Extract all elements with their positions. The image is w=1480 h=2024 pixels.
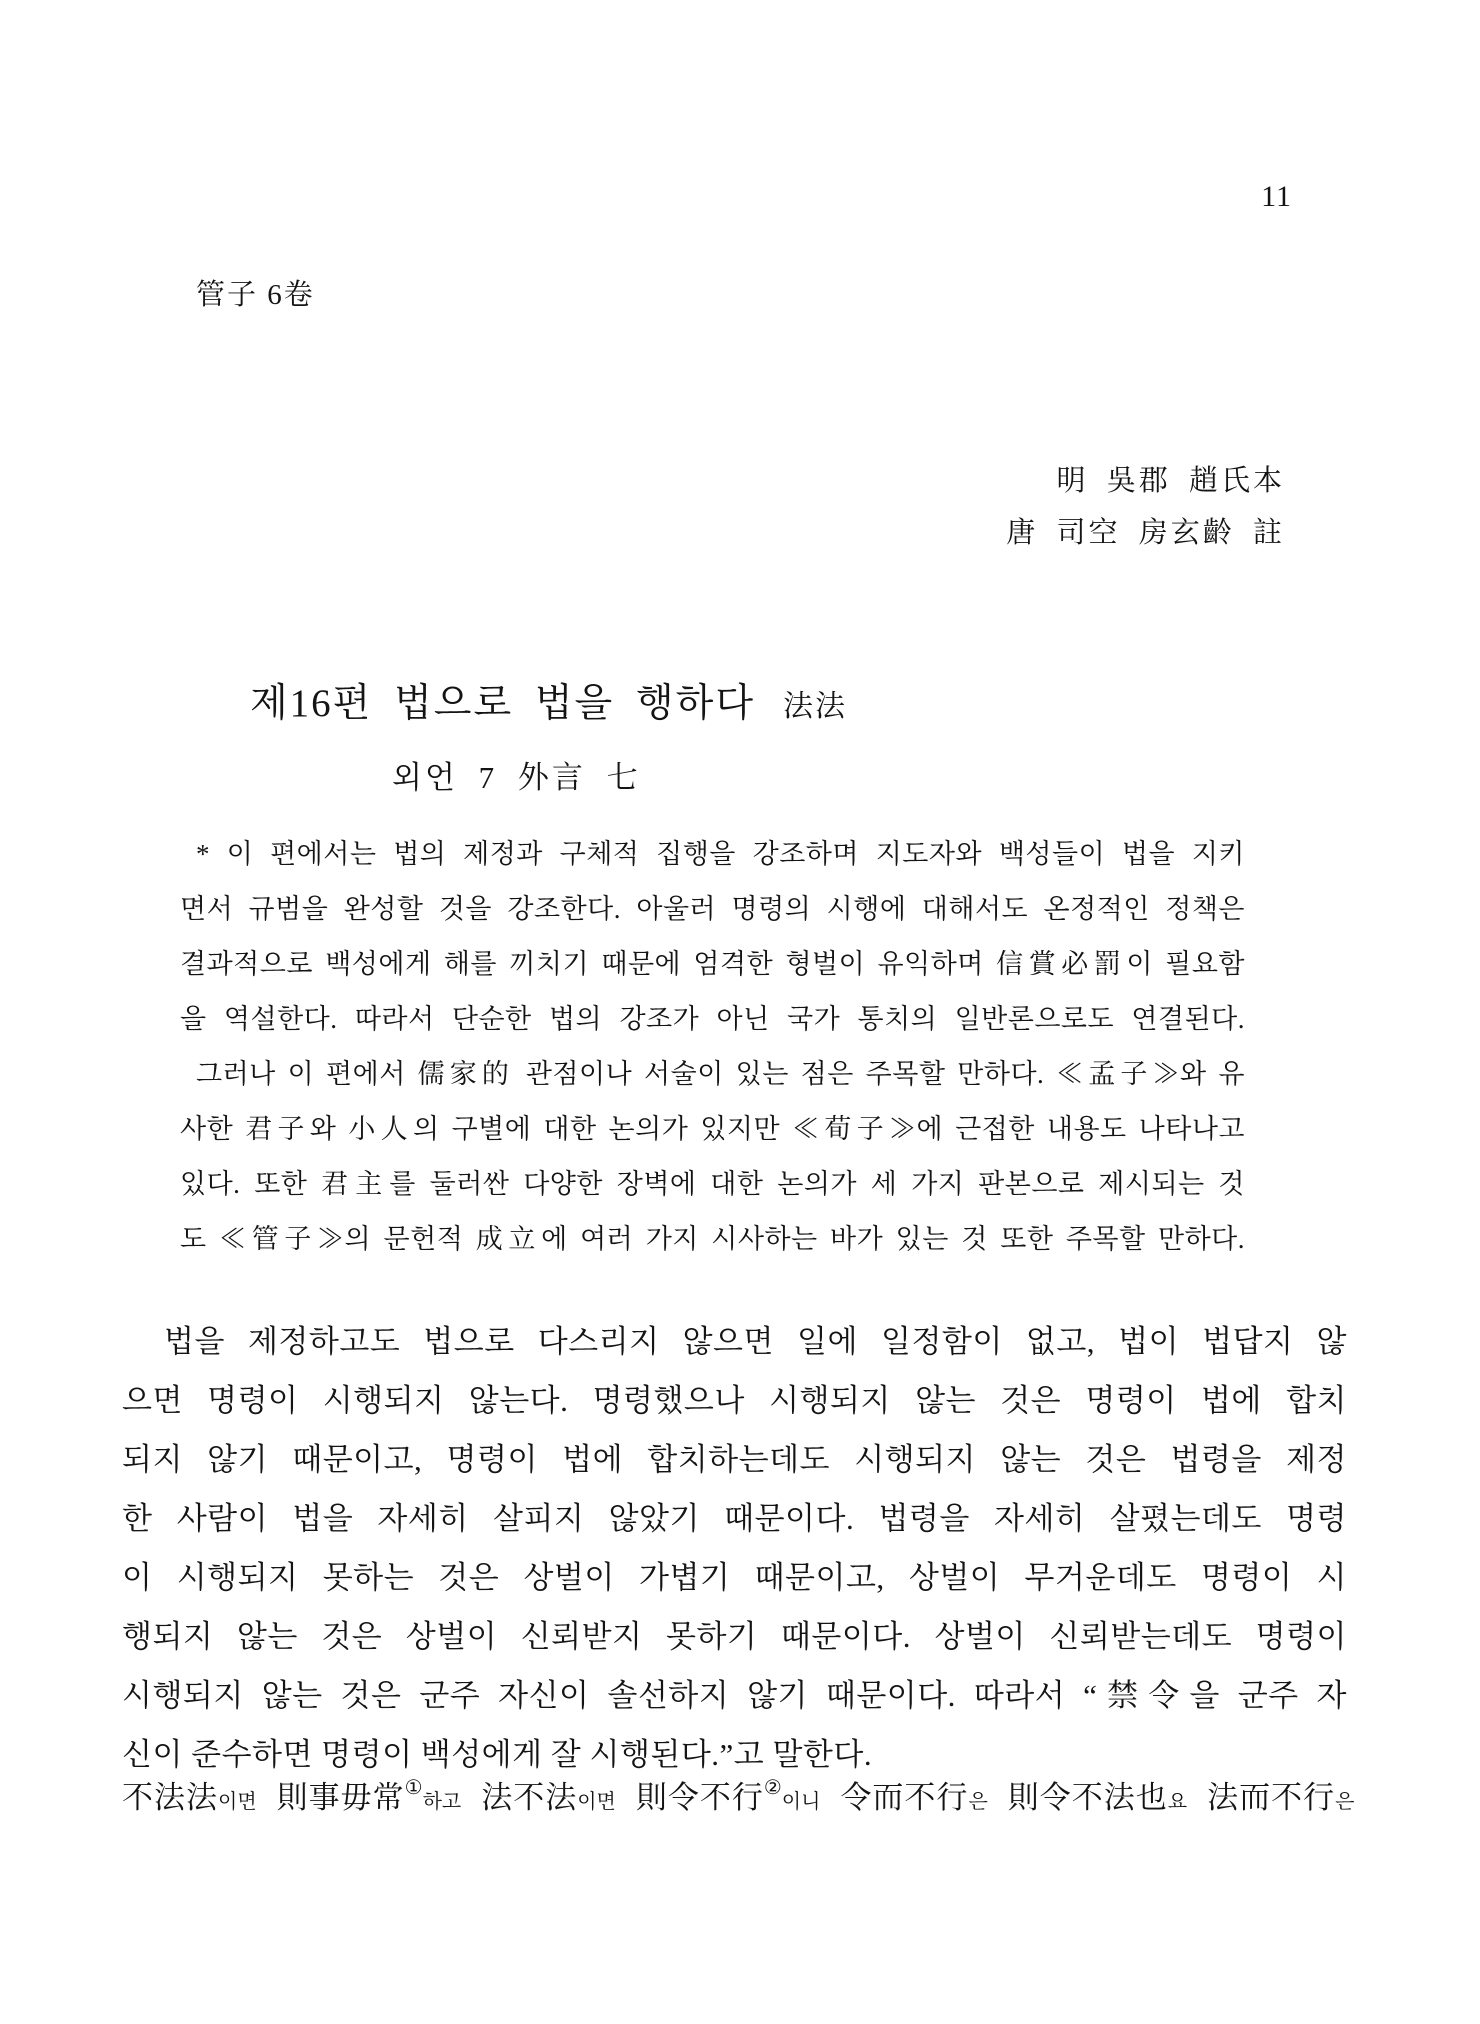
hanja-segment: 則事毋常①하고 [276, 1777, 462, 1815]
footnote-marker: ② [763, 1777, 782, 1799]
translation-paragraph [122, 1316, 1347, 1788]
body-line: 으면 명령이 시행되지 않는다. 명령했으나 시행되지 않는 것은 명령이 법에 합치 [122, 1383, 1347, 1418]
body-line: 한 사람이 법을 자세히 살피지 않았기 때문이다. 법령을 자세히 살폈는데도 명령 [122, 1501, 1347, 1536]
body-line: 이 시행되지 못하는 것은 상벌이 가볍기 때문이고, 상벌이 무거운데도 명령이 시 [122, 1560, 1347, 1595]
chapter-title-korean: 제16편 법으로 법을 행하다 [250, 682, 755, 725]
intro-line: 그러나 이 편에서 儒家的 관점이나 서술이 있는 점은 주목할 만하다. ≪孟子≫와 유 [196, 1059, 1245, 1089]
intro-line: 면서 규범을 완성할 것을 강조한다. 아울러 명령의 시행에 대해서도 온정적인 정책은 [180, 894, 1245, 924]
original-hanja-line [122, 1772, 1362, 1817]
body-line: 신이 준수하면 명령이 백성에게 잘 시행된다.”고 말한다. [122, 1737, 873, 1772]
intro-line: 사한 君子와 小人의 구별에 대한 논의가 있지만 ≪荀子≫에 근접한 내용도 나타나고 [180, 1114, 1245, 1144]
attribution-line-edition: 明 吳郡 趙氏本 [1056, 465, 1285, 497]
chapter-subtitle: 외언 7 外言 七 [392, 760, 641, 795]
intro-line: 을 역설한다. 따라서 단순한 법의 강조가 아닌 국가 통치의 일반론으로도 연결된다. [180, 1004, 1245, 1034]
body-line: 법을 제정하고도 법으로 다스리지 않으면 일에 일정함이 없고, 법이 법답지 않 [164, 1324, 1347, 1359]
intro-line: 결과적으로 백성에게 해를 끼치기 때문에 엄격한 형벌이 유익하며 信賞必罰이 필요함 [180, 949, 1245, 979]
body-line: 행되지 않는 것은 상벌이 신뢰받지 못하기 때문이다. 상벌이 신뢰받는데도 명령이 [122, 1619, 1347, 1654]
attribution-line-annotator: 唐 司空 房玄齡 註 [1006, 517, 1285, 549]
edition-attribution [1006, 455, 1285, 559]
intro-paragraph [180, 830, 1245, 1270]
hanja-segment: 法不法이면 [481, 1780, 616, 1815]
body-line: 시행되지 않는 것은 군주 자신이 솔선하지 않기 때문이다. 따라서 “禁令을 군주 자 [122, 1678, 1347, 1713]
footnote-marker: ① [404, 1777, 423, 1799]
hanja-segment: 令而不行은 [840, 1780, 988, 1815]
hanja-segment: 則令不法也요 [1007, 1780, 1188, 1815]
intro-line: 있다. 또한 君主를 둘러싼 다양한 장벽에 대한 논의가 세 가지 판본으로 제시되는 것 [180, 1169, 1245, 1199]
body-line: 되지 않기 때문이고, 명령이 법에 합치하는데도 시행되지 않는 것은 법령을 제정 [122, 1442, 1347, 1477]
hanja-segment: 法而不行은 [1207, 1780, 1355, 1815]
running-header-volume: 管子 6卷 [196, 279, 315, 311]
intro-line: 도 ≪管子≫의 문헌적 成立에 여러 가지 시사하는 바가 있는 것 또한 주목할 만하다. [180, 1224, 1245, 1254]
page-number: 11 [1261, 180, 1292, 213]
chapter-title [250, 672, 847, 728]
hanja-segment: 不法法이면 [122, 1780, 257, 1815]
intro-line: * 이 편에서는 법의 제정과 구체적 집행을 강조하며 지도자와 백성들이 법을 지키 [196, 839, 1245, 869]
chapter-title-hanja: 法法 [783, 690, 847, 723]
hanja-segment: 則令不行②이니 [635, 1777, 821, 1815]
